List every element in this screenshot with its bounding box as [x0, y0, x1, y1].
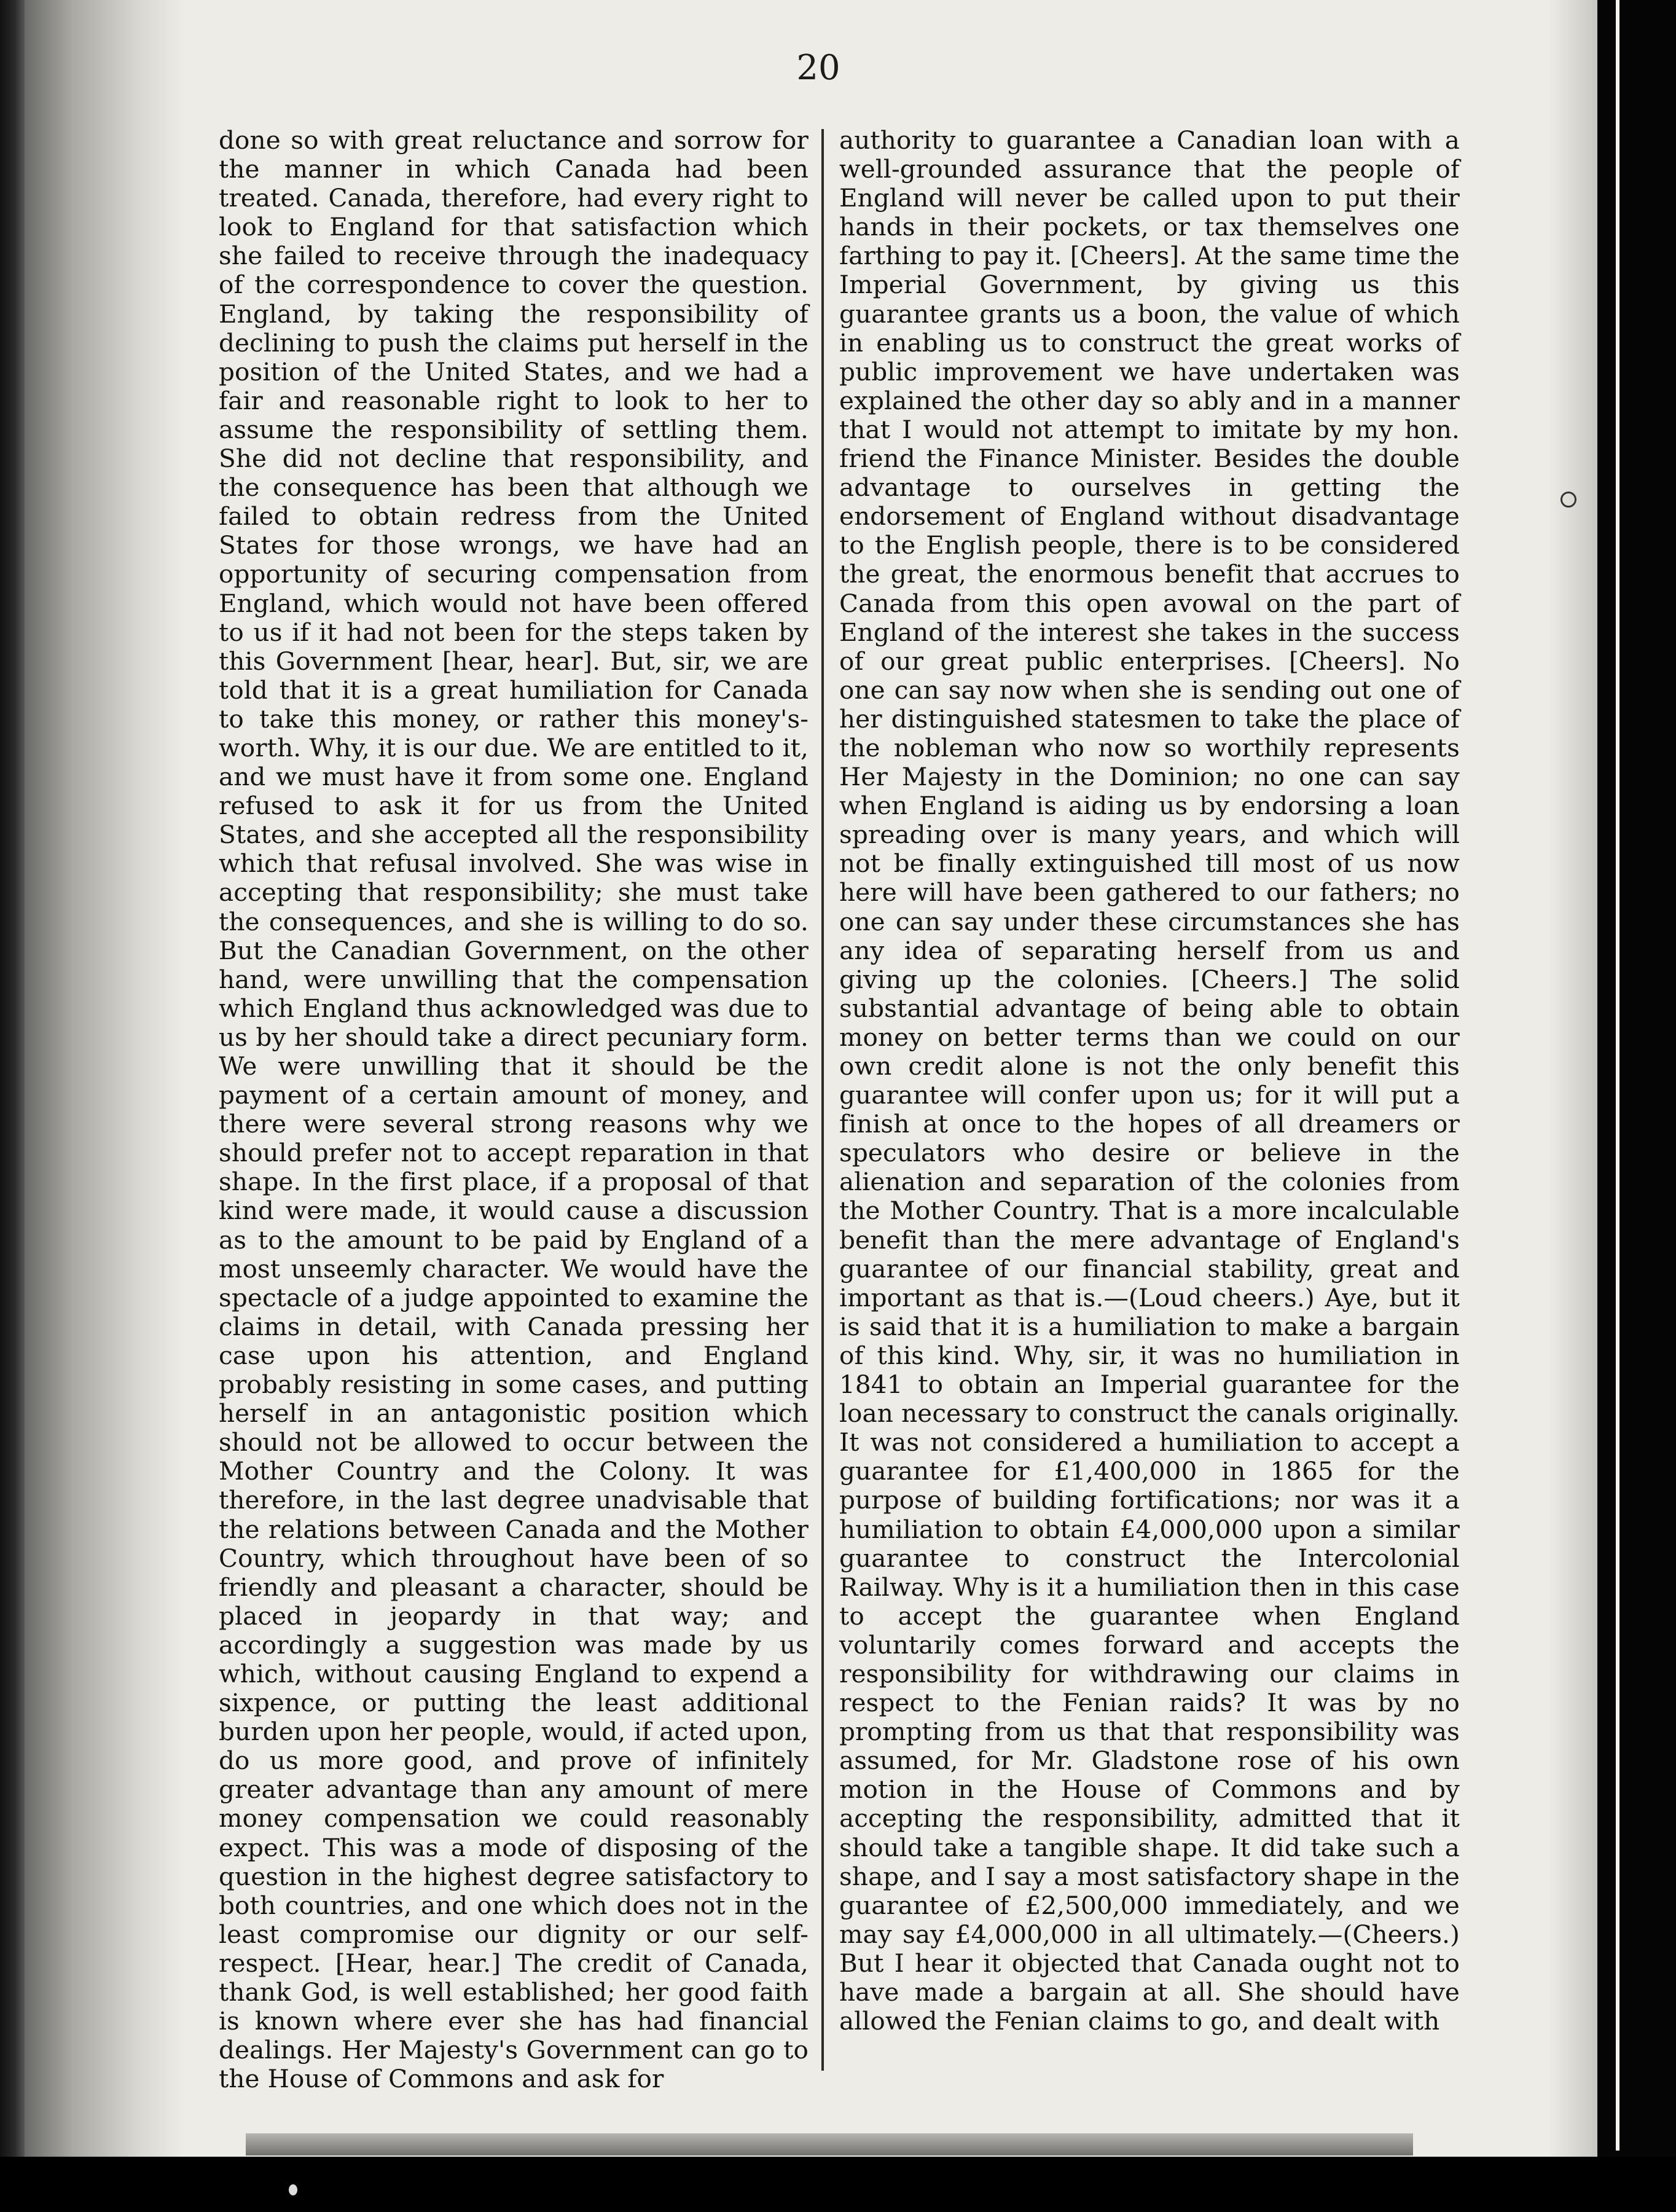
adjacent-page-edge [1616, 0, 1619, 2151]
gutter-shadow [25, 0, 184, 2157]
left-column [219, 126, 809, 2093]
page-edge-shadow [1548, 0, 1597, 2157]
book-binding-left [0, 0, 25, 2212]
book-binding-right [1597, 0, 1676, 2212]
right-column [839, 126, 1460, 2036]
column-divider [821, 129, 824, 2071]
scan-bottom-border [0, 2157, 1676, 2212]
right-column-text: authority to guarantee a Canadian loan with a well-grounded assurance that the people of England will never be called upon to put their hands in their pockets, or tax themselves one farthing to pay it. [Cheers]. At the same time the Imperial Government, by giving us this guarantee grants us a boon, the value of which in enabling us to construct the great works of public improvement we have undertaken was explained the other day so ably and in a manner that I would not attempt to imitate by my hon. friend the Finance Minister. Besides the double advantage to ourselves in getting the endorsement of England without disadvantage to the English people, there is to be considered the great, the enormous benefit that accrues to Canada from this open avowal on the part of England of the interest she takes in the success of our great public enterprises. [Cheers]. No one can say now when she is sending out one of her distinguished statesmen to take the place of the nobleman who now so worthily represents Her Majesty in the Dominion; no one can say when England is aiding us by endorsing a loan spreading over is many years, and which will not be finally extinguished till most of us now here will have been gathered to our fathers; no one can say under these circumstances she has any idea of separating herself from us and giving up the colonies. [Cheers.] The solid substantial advantage of being able to obtain money on better terms than we could on our own credit alone is not the only benefit this guarantee will confer upon us; for it will put a finish at once to the hopes of all dreamers or speculators who desire or believe in the alienation and separation of the colonies from the Mother Country. That is a more incalculable benefit than the mere advantage of England's guarantee of our financial stability, great and important as that is.—(Loud cheers.) Aye, but it is said that it is a humiliation to make a bargain of this kind. Why, sir, it was no humiliation in 1841 to obtain an Imperial guarantee for the loan necessary to construct the canals originally. It was not considered a humiliation to accept a guarantee for £1,400,000 in 1865 for the purpose of building fortifications; nor was it a humiliation to obtain £4,000,000 upon a similar guarantee to construct the Intercolonial Railway. Why is it a humiliation then in this case to accept the guarantee when England voluntarily comes forward and accepts the responsibility for withdrawing our claims in respect to the Fenian raids? It was by no prompting from us that that responsibility was assumed, for Mr. Gladstone rose of his own motion in the House of Commons and by accepting the responsibility, admitted that it should take a tangible shape. It did take such a shape, and I say a most satisfactory shape in the guarantee of £2,500,000 immediately, and we may say £4,000,000 in all ultimately.—(Cheers.) But I hear it objected that Canada ought not to have made a bargain at all. She should have allowed the Fenian claims to go, and dealt with [839, 125, 1460, 2036]
scan-speck [289, 2184, 297, 2195]
left-column-text: done so with great reluctance and sorrow for the manner in which Canada had been treated. Canada, therefore, had every right to look to England for that satisfaction which she failed to receive through the inadequacy of the correspondence to cover the question. England, by taking the responsibility of declining to push the claims put herself in the position of the United States, and we had a fair and reasonable right to look to her to assume the responsibility of settling them. She did not decline that responsibility, and the consequence has been that although we failed to obtain redress from the United States for those wrongs, we have had an opportunity of securing compensation from England, which would not have been offered to us if it had not been for the steps taken by this Government [hear, hear]. But, sir, we are told that it is a great humiliation for Canada to take this money, or rather this money's-worth. Why, it is our due. We are entitled to it, and we must have it from some one. England refused to ask it for us from the United States, and she accepted all the responsibility which that refusal involved. She was wise in accepting that responsibility; she must take the consequences, and she is willing to do so. But the Canadian Government, on the other hand, were unwilling that the compensation which England thus acknowledged was due to us by her should take a direct pecuniary form. We were unwilling that it should be the payment of a certain amount of money, and there were several strong reasons why we should prefer not to accept reparation in that shape. In the first place, if a proposal of that kind were made, it would cause a discussion as to the amount to be paid by England of a most unseemly character. We would have the spectacle of a judge appointed to examine the claims in detail, with Canada pressing her case upon his attention, and England probably resisting in some cases, and putting herself in an antagonistic position which should not be allowed to occur between the Mother Country and the Colony. It was therefore, in the last degree unadvisable that the relations between Canada and the Mother Country, which throughout have been of so friendly and pleasant a character, should be placed in jeopardy in that way; and accordingly a suggestion was made by us which, without causing England to expend a sixpence, or putting the least additional burden upon her people, would, if acted upon, do us more good, and prove of infinitely greater advantage than any amount of mere money compensation we could reasonably expect. This was a mode of disposing of the question in the highest degree satisfactory to both countries, and one which does not in the least compromise our dignity or our self-respect. [Hear, hear.] The credit of Canada, thank God, is well established; her good faith is known where ever she has had financial dealings. Her Majesty's Government can go to the House of Commons and ask for [219, 125, 809, 2094]
paper-mark [1560, 492, 1576, 508]
page-number: 20 [796, 48, 840, 88]
bleed-through-text [246, 2133, 1413, 2155]
